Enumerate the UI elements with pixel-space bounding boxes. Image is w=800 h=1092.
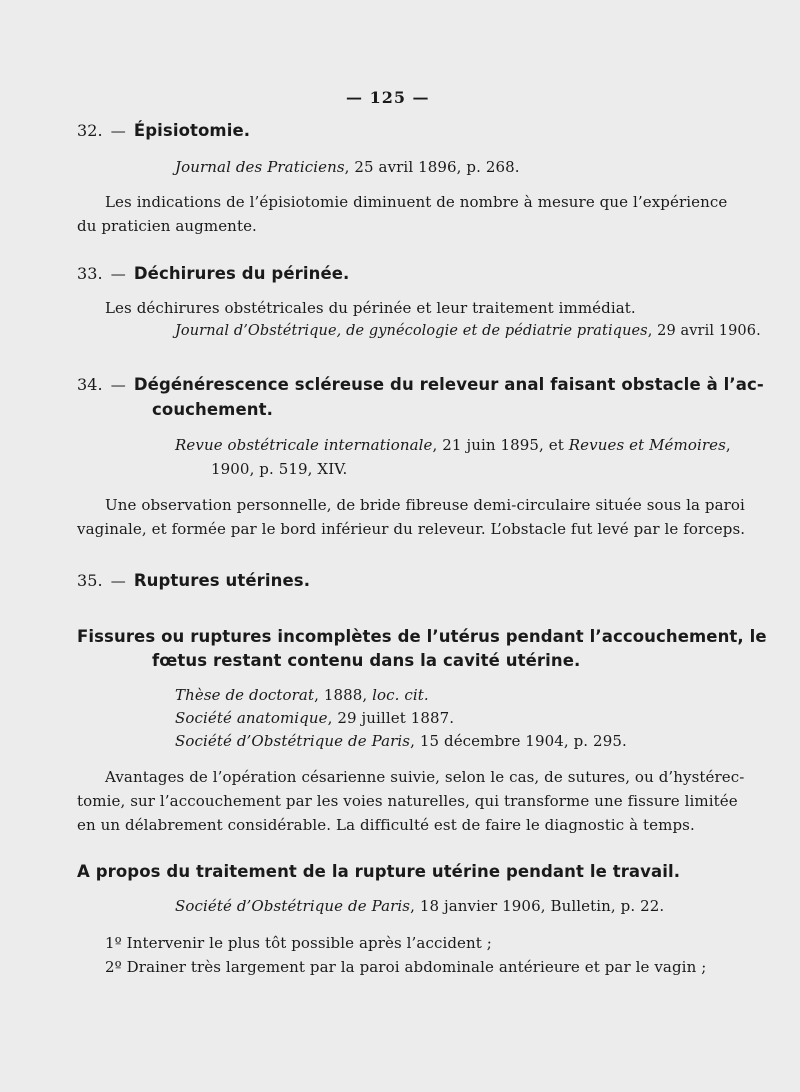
section-32-heading: 32. — Épisiotomie. bbox=[77, 121, 251, 140]
section-34-title-line-2: couchement. bbox=[152, 400, 273, 419]
section-34-reference-line-1 bbox=[175, 436, 731, 454]
reference-details: , 25 avril 1896, p. 268. bbox=[344, 158, 520, 176]
reference-line bbox=[175, 686, 429, 704]
list-marker: 2º bbox=[105, 958, 122, 976]
reference-source: Société d’Obstétrique de Paris bbox=[175, 897, 411, 915]
subsection-2-reference bbox=[175, 897, 664, 915]
reference-citation: loc. cit. bbox=[372, 686, 429, 704]
section-35-body-line-2: tomie, sur l’accouchement par les voies naturelles, qui transforme une fissure limitée bbox=[77, 792, 738, 810]
section-32-body-line-2: du praticien augmente. bbox=[77, 217, 257, 235]
section-title: Ruptures utérines. bbox=[133, 571, 311, 590]
section-35-heading: 35. — Ruptures utérines. bbox=[77, 571, 311, 590]
subsection-title-line-2: fœtus restant contenu dans la cavité utérine. bbox=[152, 651, 581, 670]
section-number: 33. bbox=[77, 264, 103, 283]
reference-source: Thèse de doctorat bbox=[175, 686, 315, 704]
list-item bbox=[105, 958, 706, 976]
reference-details: , 15 décembre 1904, p. 295. bbox=[410, 732, 627, 750]
section-34-body-line-2: vaginale, et formée par le bord inférieur du releveur. L’obstacle fut levé par le forceps. bbox=[77, 520, 746, 538]
reference-details: , 18 janvier 1906, Bulletin, p. 22. bbox=[410, 897, 665, 915]
page-number: — 125 — bbox=[346, 88, 430, 107]
journal-name-2: Revues et Mémoires bbox=[568, 436, 726, 454]
subsection-title-line-1: Fissures ou ruptures incomplètes de l’utérus pendant l’accouchement, le bbox=[77, 627, 767, 646]
list-item-text: Drainer très largement par la paroi abdominale antérieure et par le vagin ; bbox=[126, 958, 707, 976]
reference-details: , 29 juillet 1887. bbox=[327, 709, 455, 727]
list-marker: 1º bbox=[105, 934, 122, 952]
section-title: Déchirures du périnée. bbox=[133, 264, 350, 283]
reference-details: , 21 juin 1895, et bbox=[432, 436, 569, 454]
journal-name: Journal des Praticiens bbox=[175, 158, 345, 176]
list-item-text: Intervenir le plus tôt possible après l’accident ; bbox=[126, 934, 492, 952]
section-title-line-1: Dégénérescence scléreuse du releveur anal faisant obstacle à l’ac- bbox=[133, 375, 764, 394]
reference-source: Société anatomique bbox=[175, 709, 328, 727]
section-number: 32. bbox=[77, 121, 103, 140]
section-33-heading: 33. — Déchirures du périnée. bbox=[77, 264, 350, 283]
reference-details: , 29 avril 1906. bbox=[647, 323, 761, 339]
reference-source: Société d’Obstétrique de Paris bbox=[175, 732, 411, 750]
list-item bbox=[105, 934, 492, 952]
section-33-body: Les déchirures obstétricales du périnée et leur traitement immédiat. bbox=[105, 299, 636, 317]
section-32-reference bbox=[175, 158, 520, 176]
reference-punctuation: , bbox=[725, 436, 731, 454]
journal-name: Journal d’Obstétrique, de gynécologie et de pédiatrie pratiques bbox=[175, 323, 648, 339]
section-35-body-line-1: Avantages de l’opération césarienne suivie, selon le cas, de sutures, ou d’hystérec- bbox=[105, 768, 745, 786]
section-number: 34. bbox=[77, 375, 103, 394]
journal-name: Revue obstétricale internationale bbox=[175, 436, 433, 454]
section-34-heading: 34. — Dégénérescence scléreuse du releveur anal faisant obstacle à l’ac- bbox=[77, 375, 764, 394]
section-34-body-line-1: Une observation personnelle, de bride fibreuse demi-circulaire située sous la paroi bbox=[105, 496, 745, 514]
reference-line bbox=[175, 709, 454, 727]
reference-details: , 1888, bbox=[314, 686, 373, 704]
section-number: 35. bbox=[77, 571, 103, 590]
section-title: Épisiotomie. bbox=[133, 121, 251, 140]
subsection-2-title: A propos du traitement de la rupture utérine pendant le travail. bbox=[77, 862, 681, 881]
section-33-reference bbox=[175, 323, 761, 339]
reference-line bbox=[175, 732, 627, 750]
section-34-reference-line-2: 1900, p. 519, XIV. bbox=[211, 460, 348, 478]
section-32-body-line-1: Les indications de l’épisiotomie diminuent de nombre à mesure que l’expérience bbox=[105, 193, 728, 211]
section-35-body-line-3: en un délabrement considérable. La difficulté est de faire le diagnostic à temps. bbox=[77, 816, 695, 834]
